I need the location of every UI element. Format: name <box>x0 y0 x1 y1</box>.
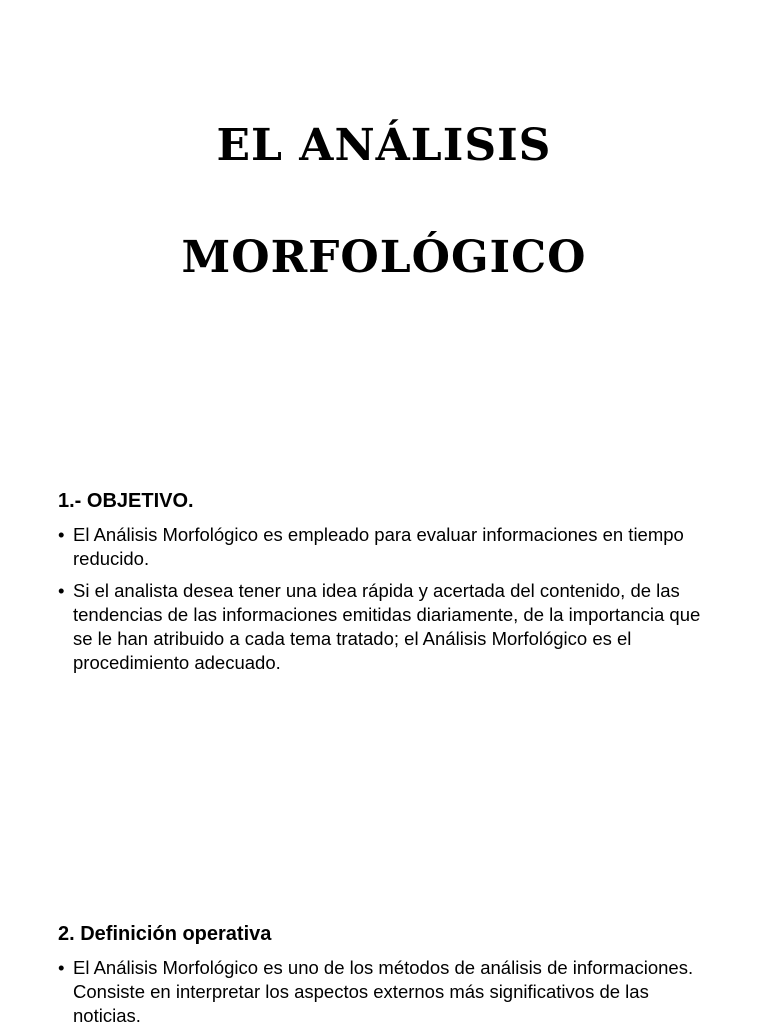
bullet-dot-icon: • <box>58 580 65 601</box>
bullet-dot-icon: • <box>58 957 65 978</box>
section-definition <box>58 922 718 1036</box>
bullet-text: El Análisis Morfológico es uno de los métodos de análisis de informaciones. Consiste en interpretar los aspectos externos más significativos de las noticias. <box>73 957 694 1026</box>
bullet-item <box>58 523 718 571</box>
title-line-1: EL ANÁLISIS <box>216 120 552 171</box>
section-heading-objective: 1.- OBJETIVO. <box>58 490 194 512</box>
bullet-item <box>58 579 718 675</box>
bullet-dot-icon: • <box>58 524 65 545</box>
bullet-list-objective <box>58 523 718 675</box>
section-objective <box>58 489 718 683</box>
bullet-list-definition <box>58 956 718 1028</box>
bullet-text: El Análisis Morfológico es empleado para evaluar informaciones en tiempo reducido. <box>73 524 684 569</box>
section-heading-definition: 2. Definición operativa <box>58 923 272 945</box>
bullet-text: Si el analista desea tener una idea rápida y acertada del contenido, de las tendencias de las informaciones emitidas diariamente, de la importancia que se le han atribuido a cada tema tratado; el Análisis Morfológico es el procedimiento adecuado. <box>73 580 701 673</box>
title-line-2: MORFOLÓGICO <box>181 232 587 283</box>
bullet-item <box>58 956 718 1028</box>
